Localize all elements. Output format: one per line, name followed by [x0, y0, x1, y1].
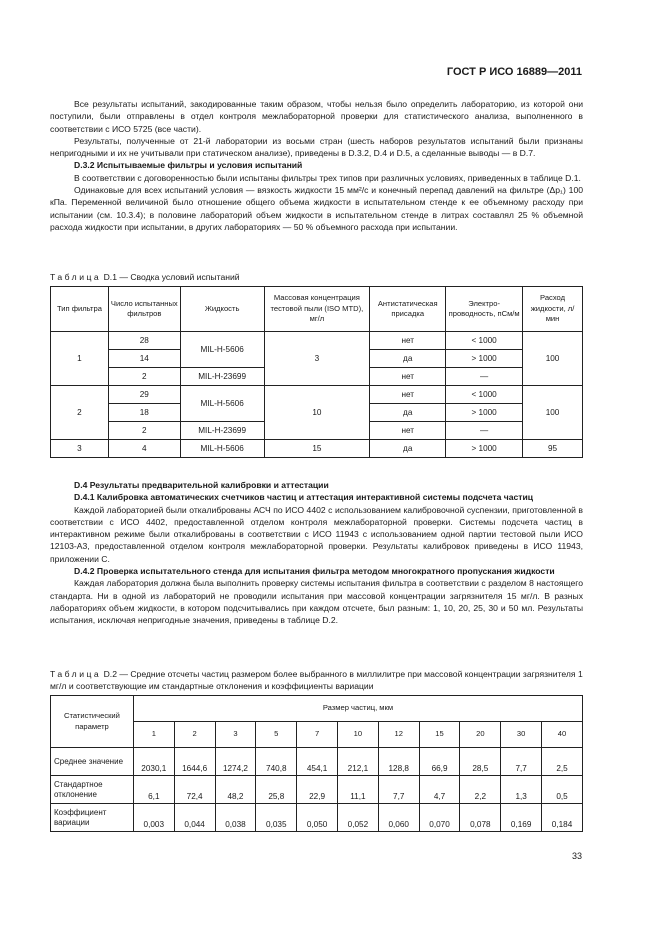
- paragraph: Все результаты испытаний, закодированные таким образом, чтобы нельзя было определить лабораторию, из которой они поступили, были отправлены в отдел контроля межлабораторной проверки для статистического анализа, выполненного в соответствии с ИСО 5725 (все части).: [50, 99, 583, 134]
- cell: 0,052: [338, 804, 379, 832]
- cell: 28,5: [460, 748, 501, 776]
- cell: 2030,1: [133, 748, 174, 776]
- table-d2: [50, 695, 583, 832]
- cell: > 1000: [446, 404, 523, 422]
- cell: —: [446, 422, 523, 440]
- paragraph: Одинаковые для всех испытаний условия — вязкость жидкости 15 мм²/с и конечный перепад давлений на фильтре (Δp₁) 100 кПа. Переменной величиной было отношение общего объема жидкости в испытательном стенде к ее объемному расходу при испытании (см. 10.3.4); в половине лабораторий объем жидкости в испытательном стенде в литрах составлял 25 % объемной расхода жидкости при испытании, в других лабораториях — 50 % объемного расхода при испытании.: [50, 185, 583, 232]
- cell: 0,050: [297, 804, 338, 832]
- cell: 48,2: [215, 776, 256, 804]
- size-cell: 10: [338, 722, 379, 748]
- row-label: Коэффициент вариации: [51, 804, 134, 832]
- cell: 100: [523, 332, 583, 386]
- table-header-row: [51, 696, 583, 722]
- header-cell: Антистатическая присадка: [370, 287, 446, 332]
- section-heading-d4: D.4 Результаты предварительной калибровки и аттестации: [74, 480, 329, 490]
- paragraph: Результаты, полученные от 21-й лаборатории из восьми стран (шесть наборов результатов испытаний были признаны непригодными и их не учитывали при статическом анализе), приведены в D.3.2, D.4 и D.5, а сделанные выводы — в D.7.: [50, 135, 583, 159]
- size-cell: 20: [460, 722, 501, 748]
- section-heading-d32: D.3.2 Испытываемые фильтры и условия испытаний: [74, 160, 303, 171]
- cell: 0,5: [542, 776, 583, 804]
- table-row: [51, 332, 583, 350]
- size-cell: 5: [256, 722, 297, 748]
- cell: 6,1: [133, 776, 174, 804]
- cell: 0,044: [174, 804, 215, 832]
- caption-text: D.1 — Сводка условий испытаний: [103, 272, 240, 282]
- cell: 2,5: [542, 748, 583, 776]
- cell: > 1000: [446, 350, 523, 368]
- cell: MIL-H-23699: [180, 368, 264, 386]
- cell: MIL-H-5606: [180, 386, 264, 422]
- section-heading-d41: D.4.1 Калибровка автоматических счетчиков частиц и аттестация интерактивной системы подсчета частиц: [74, 492, 534, 503]
- table-row: [51, 748, 583, 776]
- cell: 66,9: [419, 748, 460, 776]
- cell: 212,1: [338, 748, 379, 776]
- header-cell: Электро-проводность, пСм/м: [446, 287, 523, 332]
- cell: 1,3: [501, 776, 542, 804]
- table-row: [51, 776, 583, 804]
- cell: MIL-H-23699: [180, 422, 264, 440]
- table-row: [51, 804, 583, 832]
- caption-label: Таблица: [50, 669, 102, 679]
- cell: 0,035: [256, 804, 297, 832]
- cell: 0,060: [378, 804, 419, 832]
- cell: 100: [523, 386, 583, 440]
- paragraph: Каждой лабораторией были откалиброваны АСЧ по ИСО 4402 с использованием калибровочной суспензии, приготовленной в соответствии с ИСО 4402, предоставленной отделом контроля межлабораторной проверки. Системы подсчета частиц в интерактивном режиме были откалиброваны в соответствии с ИСО 11943 с использованием одной партии тестовой пыли ИСО 12103-А3, предоставленной отделом контроля межлабораторной проверки. Результаты калибровок приведены в ИСО 11943, приложении С.: [50, 504, 583, 564]
- table-d2-caption: [50, 668, 583, 693]
- cell: 10: [264, 386, 370, 440]
- cell: 4,7: [419, 776, 460, 804]
- size-cell: 12: [378, 722, 419, 748]
- cell: 0,003: [133, 804, 174, 832]
- caption-label: Таблица: [50, 272, 102, 282]
- cell: нет: [370, 368, 446, 386]
- paragraph: Каждая лаборатория должна была выполнить проверку системы испытания фильтра в соответствии с разделом 8 настоящего стандарта. Ни в одной из лабораторий не проводили испытания при массовой концентрации загрязнителя 15 мг/л. В разных лабораториях объем жидкости, в котором подсчитывались при каждом отсчете, был разным: 1, 10, 20, 25, 30 и 50 мл. Результаты испытания, исключая непригодные значения, приведены в таблице D.2.: [50, 578, 583, 626]
- cell: да: [370, 440, 446, 458]
- intro-text: [50, 98, 583, 233]
- cell: 7,7: [378, 776, 419, 804]
- cell: нет: [370, 386, 446, 404]
- cell: 2: [108, 422, 180, 440]
- cell: 28: [108, 332, 180, 350]
- cell: 15: [264, 440, 370, 458]
- table-row: [51, 386, 583, 404]
- caption-text: D.2 — Средние отсчеты частиц размером более выбранного в миллилитре при массовой концентрации загрязнителя 1 мг/л и соответствующие им стандартные отклонения и коэффициенты вариации: [50, 669, 583, 692]
- cell: 2: [51, 386, 109, 440]
- page-number: 33: [571, 851, 582, 861]
- cell: 3: [264, 332, 370, 386]
- size-cell: 2: [174, 722, 215, 748]
- table-d1: [50, 286, 583, 458]
- size-cell: 7: [297, 722, 338, 748]
- size-cell: 30: [501, 722, 542, 748]
- cell: 14: [108, 350, 180, 368]
- cell: < 1000: [446, 386, 523, 404]
- cell: < 1000: [446, 332, 523, 350]
- header-cell: Число испытанных фильтров: [108, 287, 180, 332]
- cell: 7,7: [501, 748, 542, 776]
- cell: 1644,6: [174, 748, 215, 776]
- cell: 2,2: [460, 776, 501, 804]
- header-cell: Статистический параметр: [51, 696, 134, 748]
- cell: 22,9: [297, 776, 338, 804]
- cell: MIL-H-5606: [180, 332, 264, 368]
- table-header-row: [51, 287, 583, 332]
- cell: 0,184: [542, 804, 583, 832]
- cell: 11,1: [338, 776, 379, 804]
- cell: 454,1: [297, 748, 338, 776]
- cell: 128,8: [378, 748, 419, 776]
- cell: > 1000: [446, 440, 523, 458]
- cell: —: [446, 368, 523, 386]
- cell: 29: [108, 386, 180, 404]
- cell: 2: [108, 368, 180, 386]
- cell: да: [370, 350, 446, 368]
- page-header: ГОСТ Р ИСО 16889—2011: [446, 66, 582, 78]
- size-cell: 3: [215, 722, 256, 748]
- cell: 95: [523, 440, 583, 458]
- cell: 3: [51, 440, 109, 458]
- size-cell: 15: [419, 722, 460, 748]
- cell: 0,070: [419, 804, 460, 832]
- section-heading-d42: D.4.2 Проверка испытательного стенда для испытания фильтра методом многократного пропускания жидкости: [74, 566, 555, 577]
- section-d4-text: [50, 479, 583, 627]
- header-cell: Тип фильтра: [51, 287, 109, 332]
- header-cell: Расход жидкости, л/мин: [523, 287, 583, 332]
- size-cell: 1: [133, 722, 174, 748]
- cell: 4: [108, 440, 180, 458]
- row-label: Стандартное отклонение: [51, 776, 134, 804]
- cell: да: [370, 404, 446, 422]
- cell: 0,169: [501, 804, 542, 832]
- cell: 0,078: [460, 804, 501, 832]
- cell: 740,8: [256, 748, 297, 776]
- cell: нет: [370, 332, 446, 350]
- row-label: Среднее значение: [51, 748, 134, 776]
- header-cell: Размер частиц, мкм: [133, 696, 582, 722]
- table-row: [51, 440, 583, 458]
- cell: 1: [51, 332, 109, 386]
- header-cell: Массовая концентрация тестовой пыли (ISO MTD), мг/л: [264, 287, 370, 332]
- cell: MIL-H-5606: [180, 440, 264, 458]
- cell: 25,8: [256, 776, 297, 804]
- cell: 0,038: [215, 804, 256, 832]
- cell: 1274,2: [215, 748, 256, 776]
- cell: нет: [370, 422, 446, 440]
- size-cell: 40: [542, 722, 583, 748]
- table-d1-caption: [50, 271, 583, 283]
- paragraph: В соответствии с договоренностью были испытаны фильтры трех типов при различных условиях, приведенных в таблице D.1.: [74, 172, 581, 183]
- cell: 72,4: [174, 776, 215, 804]
- cell: 18: [108, 404, 180, 422]
- header-cell: Жидкость: [180, 287, 264, 332]
